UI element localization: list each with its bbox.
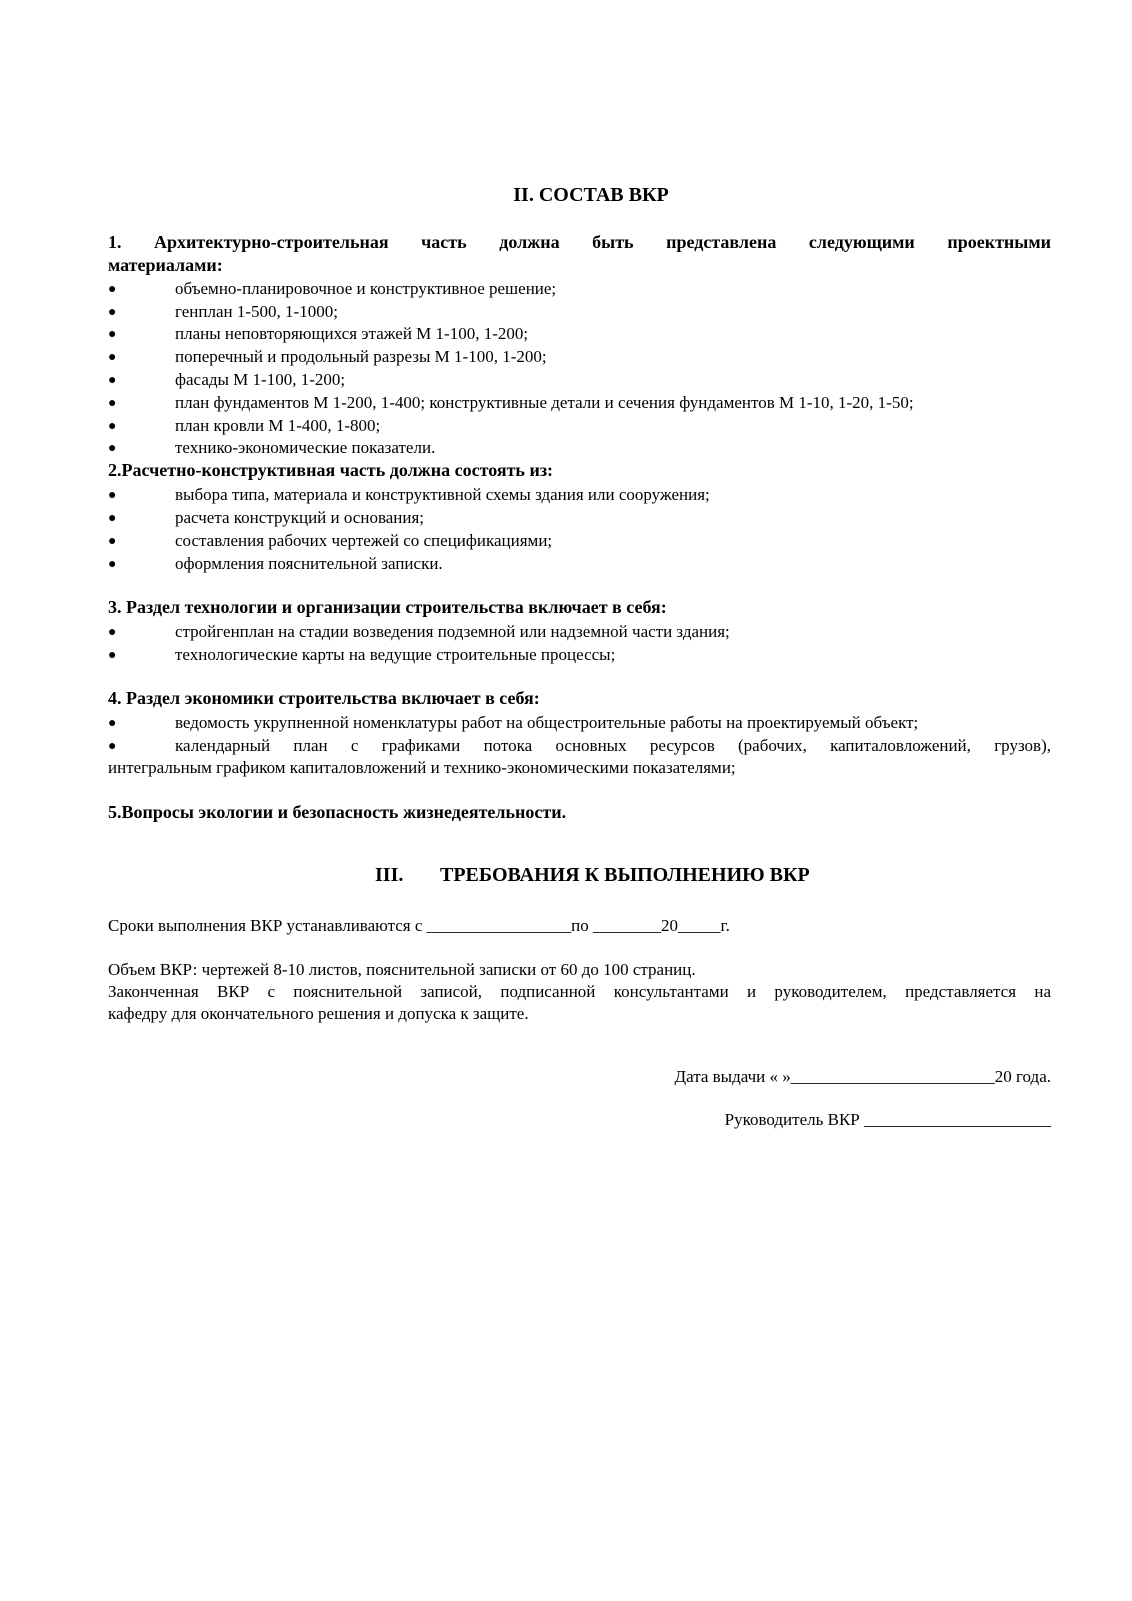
list-item: план кровли М 1-400, 1-800;: [175, 416, 381, 435]
bullet-icon: ●: [108, 488, 117, 503]
list-item: календарный план с графиками потока основных ресурсов (рабочих, капиталовложений, грузов),: [175, 736, 1051, 755]
part-4-heading: 4. Раздел экономики строительства включает в себя:: [108, 688, 540, 708]
bullet-icon: ●: [108, 534, 117, 549]
part-5-heading: 5.Вопросы экологии и безопасность жизнедеятельности.: [108, 802, 567, 822]
bullet-icon: ●: [108, 396, 117, 411]
list-item: расчета конструкций и основания;: [175, 508, 425, 527]
bullet-icon: ●: [108, 305, 117, 320]
deadline-line: Сроки выполнения ВКР устанавливаются с _________________по ________20_____г.: [108, 916, 730, 935]
part-3-heading: 3. Раздел технологии и организации строительства включает в себя:: [108, 597, 667, 617]
list-item: оформления пояснительной записки.: [175, 554, 443, 573]
bullet-icon: ●: [108, 350, 117, 365]
list-item: поперечный и продольный разрезы М 1-100, 1-200;: [175, 347, 547, 366]
list-item: генплан 1-500, 1-1000;: [175, 302, 338, 321]
bullet-icon: ●: [108, 557, 117, 572]
bullet-icon: ●: [108, 373, 117, 388]
bullet-icon: ●: [108, 282, 117, 297]
bullet-icon: ●: [108, 716, 117, 731]
bullet-icon: ●: [108, 739, 117, 754]
bullet-icon: ●: [108, 511, 117, 526]
list-item: выбора типа, материала и конструктивной схемы здания или сооружения;: [175, 485, 710, 504]
part-1-heading: 1. Архитектурно-строительная часть должна быть представлена следующими проектными: [108, 232, 1051, 252]
supervisor-line: Руководитель ВКР ______________________: [724, 1110, 1051, 1129]
bullet-icon: ●: [108, 419, 117, 434]
list-item: объемно-планировочное и конструктивное решение;: [175, 279, 557, 298]
bullet-icon: ●: [108, 327, 117, 342]
final-work-line-cont: кафедру для окончательного решения и допуска к защите.: [108, 1004, 529, 1023]
list-item: фасады М 1-100, 1-200;: [175, 370, 346, 389]
list-item: технико-экономические показатели.: [175, 438, 436, 457]
section-3-title: ТРЕБОВАНИЯ К ВЫПОЛНЕНИЮ ВКР: [440, 864, 810, 886]
list-item: планы неповторяющихся этажей М 1-100, 1-200;: [175, 324, 529, 343]
bullet-icon: ●: [108, 441, 117, 456]
list-item: стройгенплан на стадии возведения подземной или надземной части здания;: [175, 622, 730, 641]
part-2-heading: 2.Расчетно-конструктивная часть должна состоять из:: [108, 460, 554, 480]
list-item: план фундаментов М 1-200, 1-400; конструктивные детали и сечения фундаментов М 1-10, 1-20, 1-50;: [175, 393, 914, 412]
list-item: технологические карты на ведущие строительные процессы;: [175, 645, 616, 664]
volume-line: Объем ВКР: чертежей 8-10 листов, пояснительной записки от 60 до 100 страниц.: [108, 960, 696, 979]
list-item: составления рабочих чертежей со спецификациями;: [175, 531, 553, 550]
bullet-icon: ●: [108, 648, 117, 663]
final-work-line: Законченная ВКР с пояснительной записой, подписанной консультантами и руководителем, представляется на: [108, 982, 1051, 1001]
section-2-title: II. СОСТАВ ВКР: [513, 184, 669, 206]
issue-date-line: Дата выдачи « »________________________20 года.: [674, 1067, 1051, 1086]
section-3-number: III.: [375, 864, 404, 886]
part-1-heading-cont: материалами:: [108, 255, 223, 275]
bullet-icon: ●: [108, 625, 117, 640]
list-item-cont: интегральным графиком капиталовложений и технико-экономическими показателями;: [108, 758, 736, 777]
list-item: ведомость укрупненной номенклатуры работ на общестроительные работы на проектируемый объект;: [175, 713, 919, 732]
